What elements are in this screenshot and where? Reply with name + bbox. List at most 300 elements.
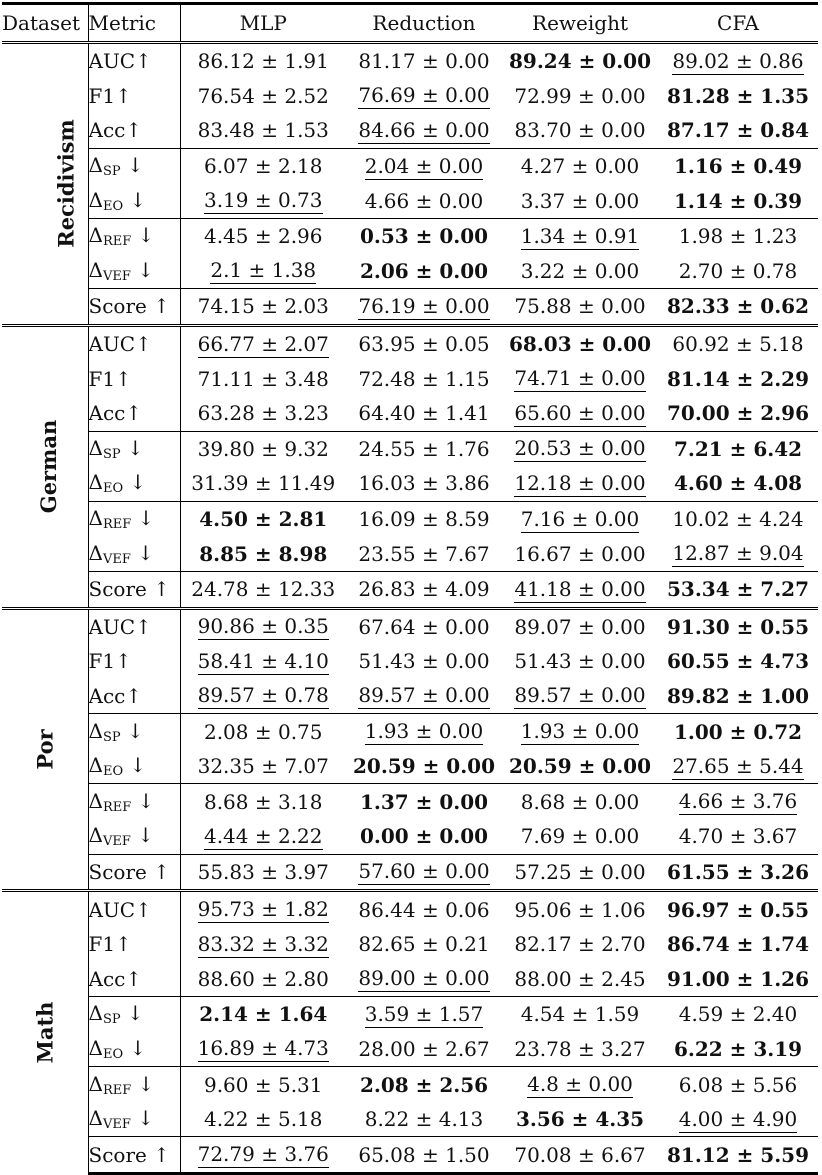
value-text: 63.28 ± 3.23 [197,401,329,426]
value-text: 4.45 ± 2.96 [203,224,323,249]
metric-arrow: ↓ [120,718,144,743]
value-cell [346,927,502,962]
value-text: 6.07 ± 2.18 [203,154,323,179]
value-text: 27.65 ± 5.44 [672,753,804,778]
value-cell [346,819,502,854]
table-row [2,997,818,1032]
value-cell [658,1032,818,1067]
dataset-block-math [2,891,818,1174]
value-text: 89.57 ± 0.00 [358,683,490,708]
value-cell [502,113,658,148]
metric-subscript: EO [102,1046,124,1062]
value-text: 91.30 ± 0.55 [666,614,810,639]
value-cell [658,148,818,183]
metric-arrow: ↓ [130,540,154,565]
metric-subscript: VEF [102,551,131,567]
metric-subscript: REF [102,234,132,250]
value-cell [180,1137,346,1174]
value-text: 24.55 ± 1.76 [358,436,490,461]
value-text: 81.14 ± 2.29 [666,366,810,391]
value-cell [658,183,818,218]
metric-label [88,289,180,326]
metric-arrow: ↓ [131,223,155,248]
value-cell [502,1067,658,1102]
metric-label [88,644,180,679]
metric-label [88,396,180,431]
value-text: 16.09 ± 8.59 [358,507,490,532]
value-cell [346,608,502,644]
metric-label [88,997,180,1032]
metric-label [88,466,180,501]
value-cell [658,43,818,79]
metric-name: Score ↑ [88,1142,170,1167]
metric-subscript: EO [102,481,124,497]
value-cell [502,1032,658,1067]
header-metric: Metric [88,4,180,43]
value-cell [502,79,658,114]
value-cell [658,218,818,253]
value-cell [502,148,658,183]
metric-arrow: ↓ [131,506,155,531]
metric-label [88,43,180,79]
metric-name: Δ [88,1071,103,1096]
value-text: 88.00 ± 2.45 [514,966,646,991]
value-text: 4.54 ± 1.59 [520,1002,640,1027]
metric-arrow: ↓ [131,1071,155,1096]
metric-name: Acc↑ [88,966,143,991]
metric-subscript: SP [102,164,121,180]
dataset-name: Por [32,729,58,770]
value-cell [658,714,818,749]
metric-name: AUC↑ [88,614,152,639]
table-row [2,819,818,854]
table-row [2,1032,818,1067]
value-cell [346,536,502,571]
table-row [2,501,818,536]
value-cell [658,644,818,679]
metric-label [88,961,180,996]
value-text: 89.57 ± 0.78 [197,683,329,708]
value-cell [180,854,346,891]
value-text: 1.37 ± 0.00 [359,789,489,814]
value-cell [180,608,346,644]
value-text: 61.55 ± 3.26 [666,859,810,884]
value-text: 3.56 ± 4.35 [515,1107,645,1132]
value-cell [346,466,502,501]
value-cell [502,396,658,431]
value-cell [180,501,346,536]
value-cell [502,608,658,644]
value-text: 2.06 ± 0.00 [359,258,489,283]
dataset-name: Recidivism [53,119,79,249]
metric-subscript: VEF [102,834,131,850]
value-text: 89.82 ± 1.00 [666,683,810,708]
metric-label [88,431,180,466]
metric-name: Δ [88,506,103,531]
value-cell [502,927,658,962]
metric-arrow: ↓ [120,153,144,178]
header-row [2,4,818,43]
value-cell [502,361,658,396]
value-text: 91.00 ± 1.26 [666,966,810,991]
metric-subscript: EO [102,198,124,214]
value-cell [346,325,502,361]
table-row [2,325,818,361]
metric-label [88,784,180,819]
metric-name: F1↑ [88,366,132,391]
dataset-name: Math [32,1001,58,1064]
dataset-block-recidivism [2,43,818,326]
value-text: 7.69 ± 0.00 [520,824,640,849]
value-text: 1.93 ± 0.00 [364,719,484,744]
metric-label [88,927,180,962]
value-text: 71.11 ± 3.48 [197,366,329,391]
value-text: 2.08 ± 2.56 [359,1072,489,1097]
metric-label [88,1067,180,1102]
value-text: 53.34 ± 7.27 [666,577,810,602]
value-cell [502,1102,658,1137]
metric-name: Δ [88,718,103,743]
metric-name: Δ [88,1001,103,1026]
value-cell [346,891,502,927]
value-text: 23.55 ± 7.67 [358,541,490,566]
value-text: 2.08 ± 0.75 [203,719,323,744]
value-cell [346,1102,502,1137]
value-cell [346,183,502,218]
metric-label [88,325,180,361]
table-row [2,961,818,996]
metric-label [88,891,180,927]
value-text: 87.17 ± 0.84 [666,118,810,143]
value-cell [658,289,818,326]
value-cell [502,997,658,1032]
value-cell [658,1067,818,1102]
value-text: 6.08 ± 5.56 [678,1072,798,1097]
metric-name: Score ↑ [88,577,170,602]
value-text: 6.22 ± 3.19 [673,1036,803,1061]
metric-name: Δ [88,540,103,565]
value-cell [502,501,658,536]
value-text: 76.54 ± 2.52 [197,83,329,108]
value-text: 2.14 ± 1.64 [199,1002,328,1027]
metric-subscript: SP [102,729,121,745]
value-text: 1.00 ± 0.72 [673,719,803,744]
results-table [2,2,818,1175]
value-text: 51.43 ± 0.00 [514,649,646,674]
value-text: 60.92 ± 5.18 [672,332,804,357]
header-mlp: MLP [180,4,346,43]
value-text: 83.32 ± 3.32 [197,931,329,956]
value-cell [658,749,818,784]
value-cell [502,289,658,326]
metric-name: AUC↑ [88,49,152,74]
value-cell [502,218,658,253]
value-cell [180,466,346,501]
value-text: 70.08 ± 6.67 [514,1142,646,1167]
header-reduction: Reduction [346,4,502,43]
value-text: 86.12 ± 1.91 [197,49,329,74]
value-text: 3.37 ± 0.00 [520,188,640,213]
metric-label [88,361,180,396]
value-cell [502,714,658,749]
metric-arrow: ↓ [120,1001,144,1026]
value-cell [658,608,818,644]
value-text: 3.19 ± 0.73 [203,188,323,213]
value-cell [346,113,502,148]
value-cell [502,183,658,218]
metric-name: Acc↑ [88,118,143,143]
value-cell [180,361,346,396]
value-text: 4.59 ± 2.40 [678,1002,798,1027]
table-row [2,43,818,79]
value-text: 41.18 ± 0.00 [514,576,646,601]
value-cell [180,891,346,927]
metric-subscript: REF [102,799,132,815]
dataset-label [2,608,88,891]
value-cell [346,1067,502,1102]
value-cell [346,644,502,679]
value-text: 72.99 ± 0.00 [514,83,646,108]
value-cell [502,536,658,571]
metric-label [88,218,180,253]
value-cell [346,1137,502,1174]
value-text: 32.35 ± 7.07 [197,754,329,779]
table-row [2,148,818,183]
value-text: 1.98 ± 1.23 [678,224,798,249]
value-cell [180,325,346,361]
value-cell [180,254,346,289]
metric-label [88,608,180,644]
value-cell [346,961,502,996]
table-row [2,927,818,962]
metric-name: Δ [88,153,103,178]
value-text: 20.59 ± 0.00 [508,754,652,779]
value-cell [180,961,346,996]
value-cell [502,961,658,996]
value-cell [346,749,502,784]
metric-name: Acc↑ [88,683,143,708]
value-text: 1.93 ± 0.00 [520,719,640,744]
metric-label [88,1032,180,1067]
value-text: 4.70 ± 3.67 [678,824,798,849]
value-text: 8.85 ± 8.98 [199,541,328,566]
value-text: 90.86 ± 0.35 [197,614,329,639]
value-text: 65.60 ± 0.00 [514,400,646,425]
value-text: 82.33 ± 0.62 [666,294,810,319]
metric-subscript: REF [102,517,132,533]
table-row [2,1067,818,1102]
metric-name: Δ [88,470,103,495]
value-cell [658,501,818,536]
value-text: 86.44 ± 0.06 [358,897,490,922]
value-text: 83.48 ± 1.53 [197,118,329,143]
value-cell [346,79,502,114]
value-cell [346,148,502,183]
metric-subscript: SP [102,1012,121,1028]
value-text: 16.89 ± 4.73 [197,1036,329,1061]
value-cell [502,431,658,466]
value-text: 89.07 ± 0.00 [514,614,646,639]
value-text: 89.24 ± 0.00 [508,49,652,74]
metric-arrow: ↓ [123,753,147,778]
value-text: 2.04 ± 0.00 [364,153,484,178]
value-text: 0.00 ± 0.00 [359,824,489,849]
value-cell [658,361,818,396]
value-text: 64.40 ± 1.41 [358,401,490,426]
value-cell [180,79,346,114]
value-cell [502,679,658,714]
value-cell [180,644,346,679]
table-row [2,254,818,289]
value-text: 4.44 ± 2.22 [203,823,323,848]
table-row [2,784,818,819]
value-text: 20.59 ± 0.00 [352,754,496,779]
metric-arrow: ↓ [130,823,154,848]
metric-name: F1↑ [88,932,132,957]
value-text: 4.50 ± 2.81 [199,507,328,532]
value-cell [180,431,346,466]
value-text: 76.69 ± 0.00 [358,83,490,108]
value-cell [180,679,346,714]
value-text: 24.78 ± 12.33 [191,577,336,602]
header-reweight: Reweight [502,4,658,43]
metric-label [88,714,180,749]
value-cell [180,784,346,819]
metric-label [88,749,180,784]
table-row [2,1137,818,1174]
value-cell [658,1137,818,1174]
value-text: 16.03 ± 3.86 [358,471,490,496]
value-text: 86.74 ± 1.74 [666,932,810,957]
metric-name: Score ↑ [88,859,170,884]
table-row [2,608,818,644]
metric-label [88,571,180,608]
value-text: 4.27 ± 0.00 [520,154,640,179]
metric-name: Δ [88,223,103,248]
metric-label [88,1137,180,1174]
header-cfa: CFA [658,4,818,43]
value-text: 4.8 ± 0.00 [527,1072,633,1097]
metric-arrow: ↓ [120,435,144,460]
metric-name: Δ [88,1035,103,1060]
value-cell [502,854,658,891]
value-text: 63.95 ± 0.05 [358,332,490,357]
value-cell [346,289,502,326]
header-dataset: Dataset [2,4,88,43]
value-cell [658,113,818,148]
value-text: 66.77 ± 2.07 [197,331,329,356]
value-text: 4.66 ± 0.00 [364,188,484,213]
value-cell [180,571,346,608]
table-row [2,749,818,784]
value-text: 76.19 ± 0.00 [358,293,490,318]
value-text: 58.41 ± 4.10 [197,648,329,673]
value-cell [180,749,346,784]
value-cell [180,396,346,431]
value-cell [502,43,658,79]
value-text: 57.60 ± 0.00 [358,859,490,884]
value-text: 2.70 ± 0.78 [678,258,798,283]
table-row [2,466,818,501]
metric-subscript: VEF [102,1117,131,1133]
table-row [2,431,818,466]
metric-name: Δ [88,435,103,460]
value-text: 16.67 ± 0.00 [514,541,646,566]
value-cell [658,891,818,927]
table-row [2,714,818,749]
value-cell [658,396,818,431]
value-cell [180,183,346,218]
value-text: 12.18 ± 0.00 [514,470,646,495]
dataset-label [2,325,88,608]
metric-subscript: REF [102,1082,132,1098]
value-cell [658,997,818,1032]
value-cell [658,571,818,608]
value-cell [180,927,346,962]
value-cell [658,854,818,891]
metric-label [88,501,180,536]
value-cell [346,571,502,608]
value-text: 8.68 ± 3.18 [203,789,323,814]
value-cell [658,254,818,289]
value-text: 65.08 ± 1.50 [358,1142,490,1167]
value-text: 3.59 ± 1.57 [364,1001,484,1026]
value-text: 84.66 ± 0.00 [358,117,490,142]
metric-label [88,113,180,148]
value-text: 4.60 ± 4.08 [673,471,803,496]
table-row [2,183,818,218]
dataset-label [2,891,88,1174]
value-text: 82.65 ± 0.21 [358,932,490,957]
dataset-block-por [2,608,818,891]
value-cell [180,1067,346,1102]
metric-name: Δ [88,788,103,813]
value-cell [180,536,346,571]
value-cell [180,148,346,183]
dataset-name: German [36,419,62,514]
value-text: 70.00 ± 2.96 [666,401,810,426]
value-cell [658,325,818,361]
metric-arrow: ↓ [123,1035,147,1060]
value-cell [346,854,502,891]
value-cell [658,679,818,714]
value-text: 0.53 ± 0.00 [359,224,489,249]
value-text: 2.1 ± 1.38 [210,258,317,283]
value-text: 51.43 ± 0.00 [358,649,490,674]
metric-arrow: ↓ [130,257,154,282]
value-cell [658,79,818,114]
value-text: 68.03 ± 0.00 [508,332,652,357]
metric-name: F1↑ [88,649,132,674]
value-text: 1.34 ± 0.91 [520,223,640,248]
metric-label [88,679,180,714]
metric-subscript: EO [102,764,124,780]
value-cell [346,396,502,431]
value-text: 95.73 ± 1.82 [197,897,329,922]
value-cell [658,431,818,466]
table-row [2,396,818,431]
metric-label [88,148,180,183]
value-text: 12.87 ± 9.04 [672,541,804,566]
metric-subscript: VEF [102,268,131,284]
value-cell [658,784,818,819]
table-row [2,1102,818,1137]
value-text: 74.15 ± 2.03 [197,294,329,319]
value-text: 89.57 ± 0.00 [514,683,646,708]
value-text: 10.02 ± 4.24 [672,507,804,532]
value-cell [658,466,818,501]
metric-label [88,819,180,854]
